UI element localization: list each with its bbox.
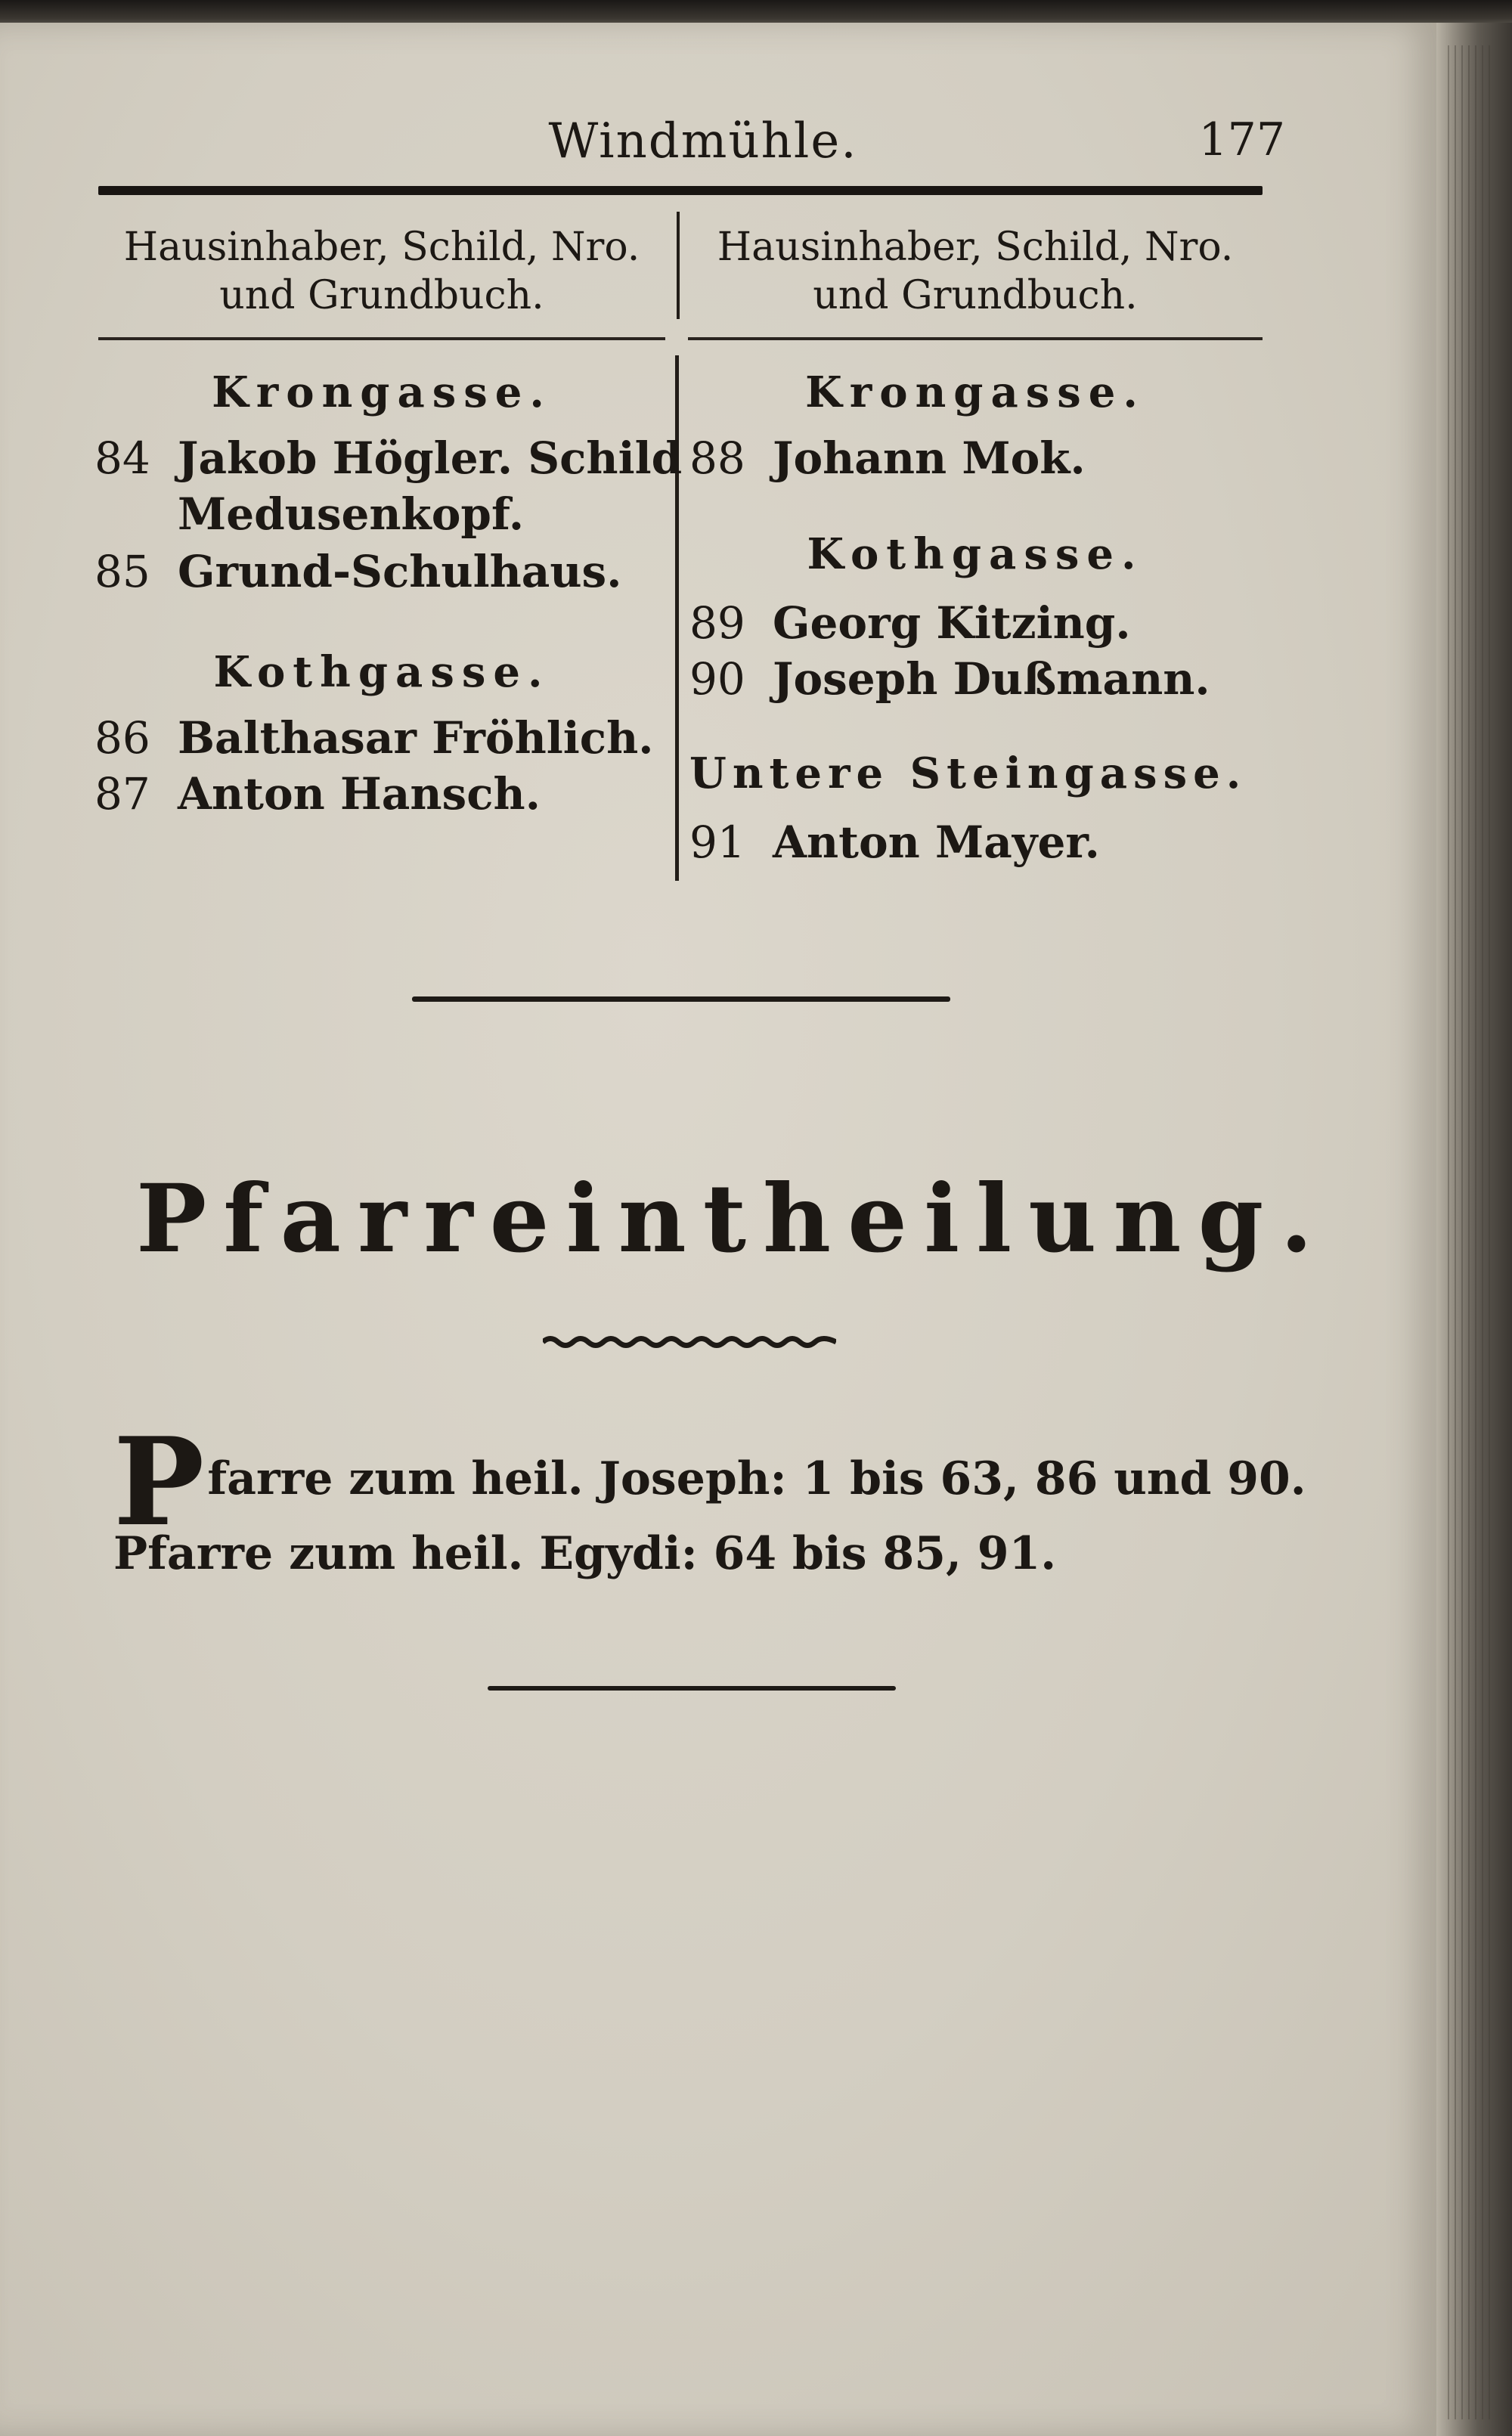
house-entry-90 [689,653,1210,705]
house-owner: Grund-Schulhaus. [178,546,622,597]
ornamental-rule [543,1334,836,1350]
house-owner: Balthasar Fröhlich. [178,712,654,764]
house-entry-91 [689,817,1100,868]
running-head: Windmühle. [548,113,858,169]
street-heading: Kothgasse. [213,647,550,697]
house-entry-88 [689,432,1086,484]
house-entry-86 [94,712,653,764]
house-number: 91 [689,817,745,868]
left-header-underline [98,337,665,340]
left-column-header-line1: Hausinhaber, Schild, Nro. [123,225,640,270]
house-owner: Johann Mok. [773,432,1086,484]
right-column-header [688,223,1263,320]
house-entry-89 [689,597,1131,649]
parish-text: farre zum heil. Joseph: 1 bis 63, 86 und 90. [207,1452,1306,1505]
right-header-underline [688,337,1263,340]
right-column-header-line1: Hausinhaber, Schild, Nro. [717,225,1234,270]
page-stack-lines [1448,45,1493,2419]
house-owner: Anton Mayer. [773,817,1100,868]
house-entry-85 [94,546,621,597]
left-column-header [94,223,669,320]
house-number: 84 [94,432,150,484]
street-heading: Untere Steingasse. [689,748,1247,798]
house-owner: Joseph Dußmann. [773,653,1210,705]
house-owner: Anton Hansch. [178,768,541,820]
house-number: 85 [94,546,150,597]
house-sign: Medusenkopf. [178,488,525,540]
house-number: 87 [94,768,150,820]
house-number: 90 [689,653,745,705]
section-separator-rule [412,996,950,1002]
header-column-divider [677,212,680,319]
street-heading: Krongasse. [805,367,1145,417]
house-number: 86 [94,712,150,764]
header-rule [98,186,1263,195]
parish-line-egydi: Pfarre zum heil. Egydi: 64 bis 85, 91. [113,1527,1057,1580]
street-heading: Krongasse. [212,367,552,417]
closing-rule [488,1686,896,1691]
left-column-header-line2: und Grundbuch. [219,273,544,318]
parish-line-joseph [113,1411,1306,1553]
drop-cap: P [113,1411,205,1553]
house-number: 89 [689,597,745,649]
house-owner: Jakob Högler. Schild [178,432,683,484]
page-number: 177 [1198,113,1285,166]
right-column-header-line2: und Grundbuch. [813,273,1138,318]
house-owner: Georg Kitzing. [773,597,1131,649]
street-heading: Kothgasse. [807,529,1144,579]
house-number: 88 [689,432,745,484]
house-entry-87 [94,768,541,820]
section-title: Pfarreintheilung. [136,1164,1330,1274]
house-entry-84 [94,432,682,484]
